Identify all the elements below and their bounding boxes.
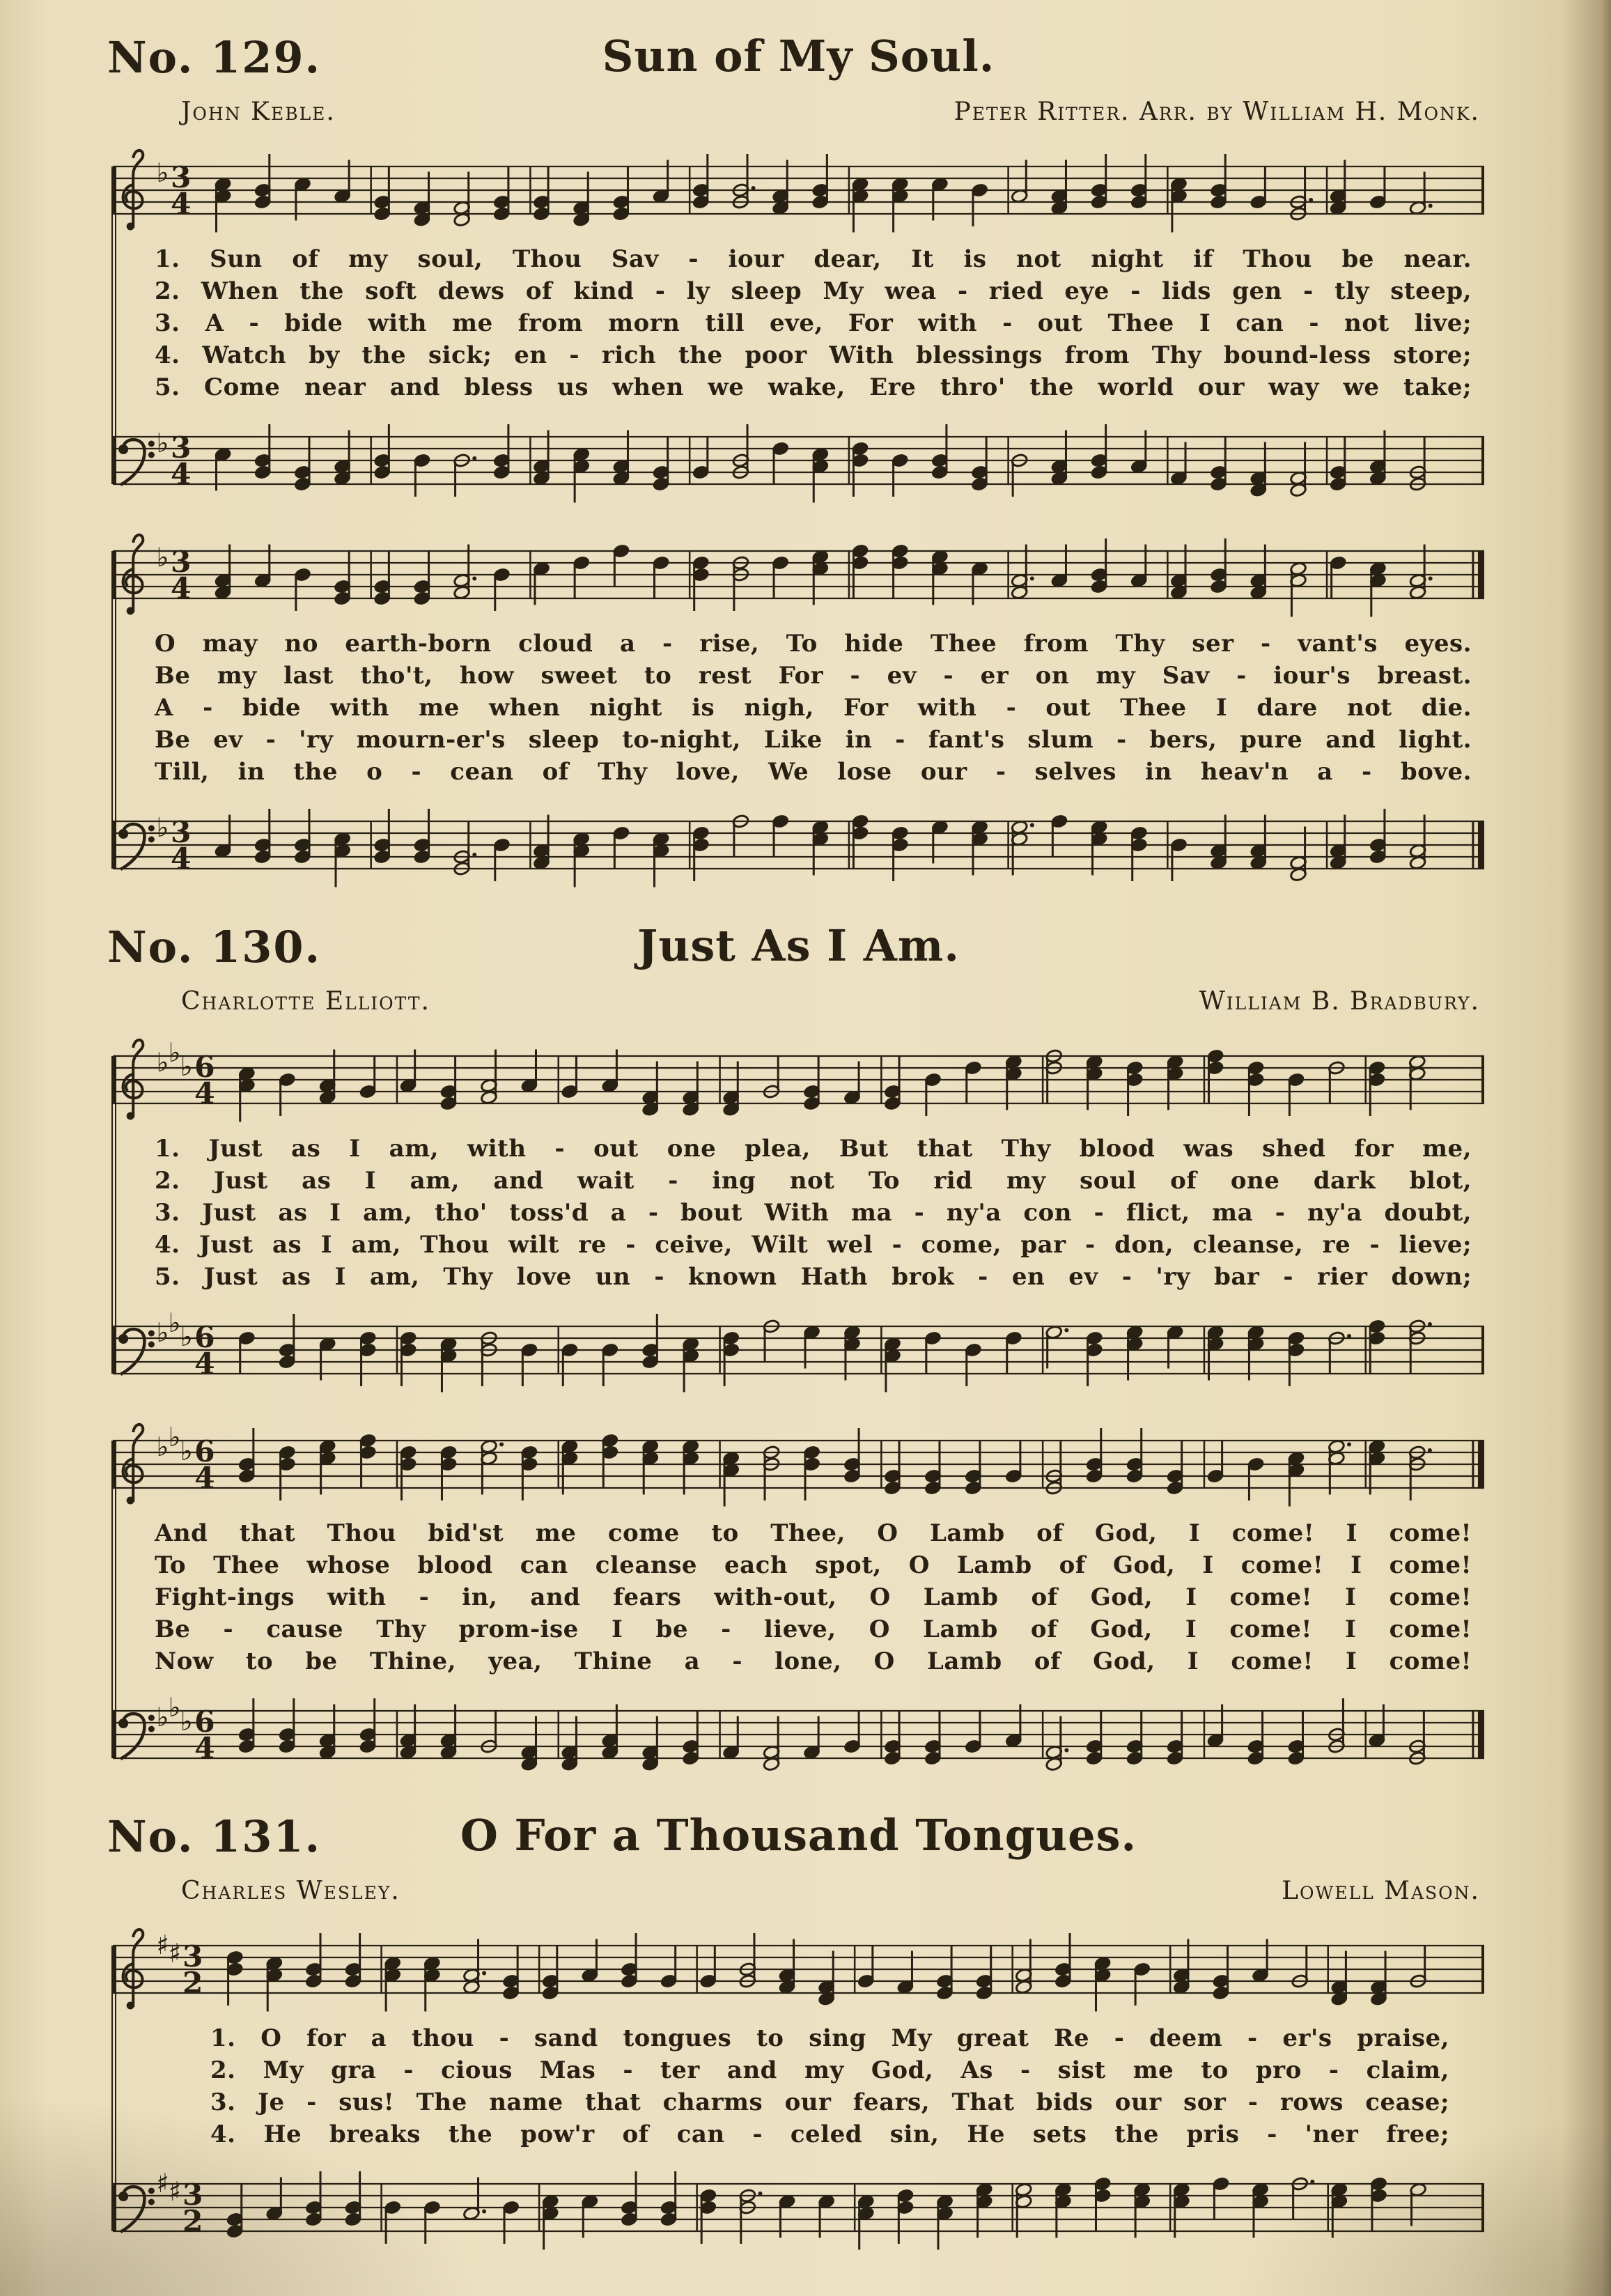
music-system [111, 1413, 1486, 1786]
lyric-line: 4. Just as I am, Thou wilt re - ceive, Wilt wel - come, par - don, cleanse, re - lieve; [155, 1231, 1472, 1259]
verse-lyrics [111, 626, 1486, 793]
svg-text:3: 3 [170, 160, 192, 194]
svg-text:♭: ♭ [156, 1047, 169, 1078]
lyric-line: 4. He breaks the pow'r of can - celed sin, He sets the pris - 'ner free; [210, 2120, 1449, 2148]
hymn-title: Sun of My Soul. [602, 31, 995, 82]
svg-text:♭: ♭ [180, 1321, 193, 1352]
svg-text:2: 2 [182, 1965, 203, 2000]
svg-text:♭: ♭ [168, 1037, 181, 1068]
staff-notation-svg [111, 409, 1486, 512]
svg-text:4: 4 [170, 841, 192, 876]
staff-notation-svg [111, 139, 1486, 242]
lyric-line: Fight-ings with - in, and fears with-out, O Lamb of God, I come! I come! [155, 1583, 1472, 1611]
lyric-line: To Thee whose blood can cleanse each spot, O Lamb of God, I come! I come! [155, 1551, 1472, 1579]
lyric-line: Be - cause Thy prom-ise I be - lieve, O Lamb of God, I come! I come! [155, 1615, 1472, 1643]
svg-text:♭: ♭ [156, 812, 169, 843]
lyric-line: 5. Come near and bless us when we wake, Ere thro' the world our way we take; [155, 373, 1472, 401]
bass-staff [111, 793, 1486, 897]
hymn-title: Just As I Am. [637, 920, 960, 971]
credits-row [111, 980, 1486, 1017]
svg-text:♭: ♭ [156, 428, 169, 458]
svg-text:3: 3 [182, 2177, 203, 2212]
svg-text:6: 6 [194, 1704, 215, 1739]
composer-credit: Lowell Mason. [1282, 1877, 1480, 1905]
lyric-line: Now to be Thine, yea, Thine a - lone, O Lamb of God, I come! I come! [155, 1647, 1472, 1675]
svg-text:♭: ♭ [168, 1692, 181, 1723]
bass-staff [111, 2156, 1486, 2259]
lyric-line: 4. Watch by the sick; en - rich the poor With blessings from Thy bound-less store; [155, 341, 1472, 369]
music-system [111, 139, 1486, 512]
svg-text:6: 6 [194, 1049, 215, 1084]
lyric-line: O may no earth-born cloud a - rise, To hide Thee from Thy ser - vant's eyes. [155, 630, 1472, 658]
lyric-line: 2. When the soft dews of kind - ly sleep My wea - ried eye - lids gen - tly steep, [155, 277, 1472, 305]
svg-text:♭: ♭ [156, 1432, 169, 1462]
composer-credit: William B. Bradbury. [1199, 987, 1480, 1016]
svg-text:♭: ♭ [156, 1317, 169, 1348]
lyric-line: Be ev - 'ry mourn-er's sleep to-night, Like in - fant's slum - bers, pure and light. [155, 726, 1472, 754]
svg-text:3: 3 [170, 430, 192, 465]
lyricist-credit: John Keble. [181, 98, 336, 126]
verse-lyrics [111, 242, 1486, 409]
treble-staff [111, 139, 1486, 242]
hymn-number: No. 131. [107, 1811, 322, 1862]
lyric-line: Till, in the o - cean of Thy love, We lose our - selves in heav'n a - bove. [155, 758, 1472, 786]
lyric-line: 2. Just as I am, and wait - ing not To rid my soul of one dark blot, [155, 1167, 1472, 1195]
treble-staff [111, 1028, 1486, 1131]
svg-text:4: 4 [170, 186, 192, 221]
hymn-130 [107, 920, 1486, 1786]
lyric-line: 1. Just as I am, with - out one plea, But that Thy blood was shed for me, [155, 1135, 1472, 1163]
hymn-number: No. 129. [107, 32, 322, 83]
svg-text:6: 6 [194, 1319, 215, 1354]
hymn-header [107, 1810, 1486, 1870]
staff-notation-svg [111, 1413, 1486, 1516]
svg-text:♭: ♭ [180, 1051, 193, 1082]
svg-text:3: 3 [170, 814, 192, 849]
lyricist-credit: Charles Wesley. [181, 1877, 400, 1905]
verse-lyrics [111, 1131, 1486, 1298]
treble-staff [111, 523, 1486, 626]
svg-text:♭: ♭ [156, 542, 169, 573]
svg-text:♯: ♯ [156, 1930, 169, 1960]
lyric-line: 3. Just as I am, tho' toss'd a - bout With ma - ny'a con - flict, ma - ny'a doubt, [155, 1199, 1472, 1227]
staff-notation-svg [111, 1298, 1486, 1402]
lyric-line: 3. Je - sus! The name that charms our fears, That bids our sor - rows cease; [210, 2088, 1449, 2116]
verse-lyrics [111, 1516, 1486, 1683]
hymn-header [107, 31, 1486, 91]
hymn-header [107, 920, 1486, 980]
svg-text:♭: ♭ [180, 1706, 193, 1737]
bass-staff [111, 409, 1486, 512]
lyric-line: A - bide with me when night is nigh, For with - out Thee I dare not die. [155, 694, 1472, 722]
svg-text:4: 4 [194, 1346, 215, 1381]
staff-notation-svg [111, 793, 1486, 897]
staff-notation-svg [111, 2156, 1486, 2259]
staff-notation-svg [111, 1918, 1486, 2021]
svg-text:♭: ♭ [168, 1422, 181, 1452]
svg-text:♭: ♭ [180, 1436, 193, 1466]
svg-text:4: 4 [194, 1460, 215, 1495]
lyric-line: Be my last tho't, how sweet to rest For - ev - er on my Sav - iour's breast. [155, 662, 1472, 690]
svg-text:4: 4 [194, 1076, 215, 1110]
hymn-129 [107, 31, 1486, 897]
treble-staff [111, 1413, 1486, 1516]
svg-text:3: 3 [182, 1939, 203, 1973]
credits-row [111, 91, 1486, 127]
staff-notation-svg [111, 1028, 1486, 1131]
svg-text:6: 6 [194, 1434, 215, 1468]
lyric-line: 1. O for a thou - sand tongues to sing My great Re - deem - er's praise, [210, 2024, 1449, 2052]
music-system [111, 1028, 1486, 1402]
svg-text:3: 3 [170, 544, 192, 579]
svg-text:4: 4 [170, 571, 192, 605]
lyric-line: 5. Just as I am, Thy love un - known Hath brok - en ev - 'ry bar - rier down; [155, 1263, 1472, 1291]
svg-text:♭: ♭ [156, 157, 169, 188]
hymn-number: No. 130. [107, 922, 322, 972]
staff-notation-svg [111, 523, 1486, 626]
credits-row [111, 1870, 1486, 1907]
svg-text:♯: ♯ [168, 2176, 182, 2207]
svg-text:♯: ♯ [156, 2168, 169, 2198]
svg-text:4: 4 [194, 1730, 215, 1765]
bass-staff [111, 1298, 1486, 1402]
svg-text:4: 4 [170, 456, 192, 491]
treble-staff [111, 1918, 1486, 2021]
lyric-line: 3. A - bide with me from morn till eve, For with - out Thee I can - not live; [155, 309, 1472, 337]
music-system [111, 1918, 1486, 2259]
hymn-title: O For a Thousand Tongues. [460, 1810, 1137, 1861]
lyric-line: 2. My gra - cious Mas - ter and my God, As - sist me to pro - claim, [210, 2056, 1449, 2084]
svg-text:♭: ♭ [156, 1702, 169, 1732]
bass-staff [111, 1683, 1486, 1786]
lyric-line: 1. Sun of my soul, Thou Sav - iour dear, It is not night if Thou be near. [155, 245, 1472, 273]
music-system [111, 523, 1486, 897]
lyric-line: And that Thou bid'st me come to Thee, O Lamb of God, I come! I come! [155, 1519, 1472, 1547]
svg-text:♯: ♯ [168, 1938, 182, 1969]
verse-lyrics [111, 2021, 1486, 2156]
svg-text:♭: ♭ [168, 1308, 181, 1338]
hymn-131 [107, 1810, 1486, 2259]
staff-notation-svg [111, 1683, 1486, 1786]
composer-credit: Peter Ritter. Arr. by William H. Monk. [954, 98, 1480, 126]
svg-text:2: 2 [182, 2203, 203, 2238]
lyricist-credit: Charlotte Elliott. [181, 987, 430, 1016]
